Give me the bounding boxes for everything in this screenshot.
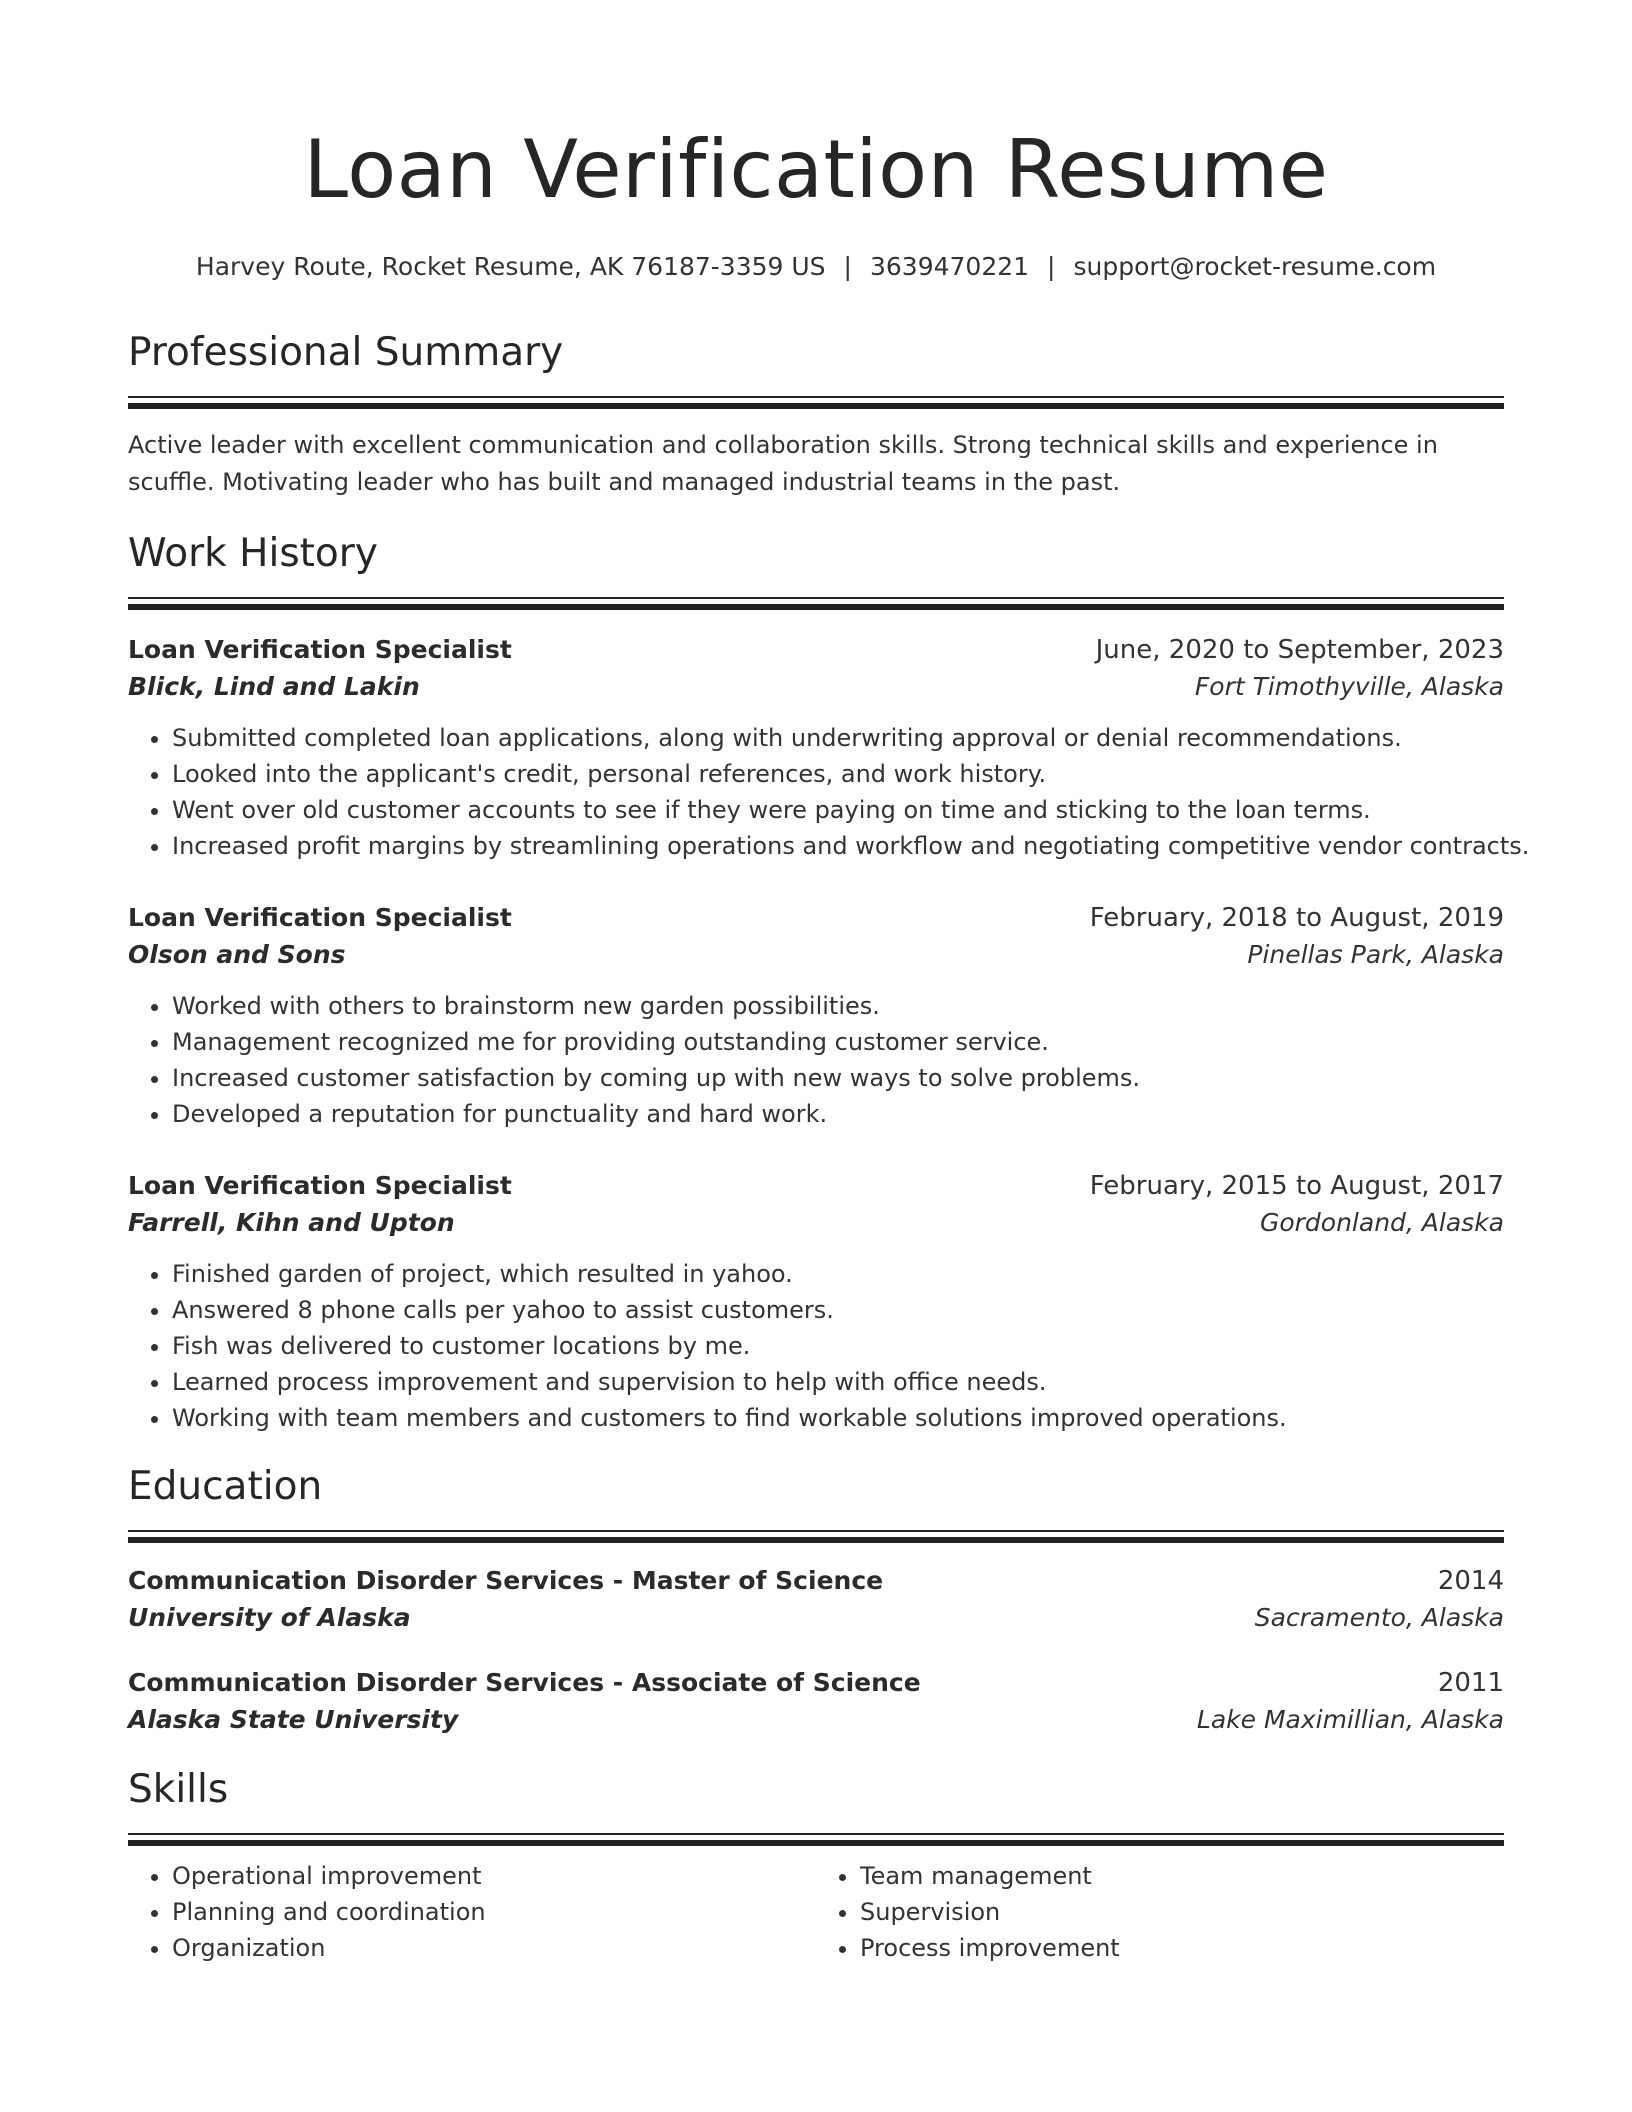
section-divider	[128, 396, 1504, 409]
education-entry	[128, 1665, 1504, 1739]
education-year: 2014	[1437, 1566, 1504, 1596]
job-title: Loan Verification Specialist	[128, 1171, 512, 1200]
skills-heading: Skills	[128, 1767, 229, 1812]
job-entry	[128, 632, 1530, 864]
contact-line	[128, 250, 1504, 284]
job-location: Gordonland, Alaska	[1259, 1208, 1504, 1237]
contact-address: Harvey Route, Rocket Resume, AK 76187-3359 US	[195, 252, 826, 281]
list-item: • Operational improvement	[172, 1858, 816, 1894]
skills-grid	[128, 1858, 1504, 1966]
job-bullets	[128, 988, 1504, 1132]
list-item: • Increased customer satisfaction by coming up with new ways to solve problems.	[172, 1060, 1504, 1096]
job-location: Pinellas Park, Alaska	[1247, 940, 1504, 969]
list-item: • Increased profit margins by streamlining operations and workflow and negotiating competitive vendor contracts.	[172, 828, 1504, 864]
summary-text: Active leader with excellent communication and collaboration skills. Strong technical skills and experience in scuffle. Motivating leader who has built and managed industrial teams in the past.	[128, 431, 1438, 496]
job-location: Fort Timothyville, Alaska	[1194, 672, 1504, 701]
job-company: Blick, Lind and Lakin	[128, 672, 420, 701]
job-bullets	[128, 1256, 1504, 1436]
list-item: • Worked with others to brainstorm new garden possibilities.	[172, 988, 1504, 1024]
list-item: • Supervision	[860, 1894, 1504, 1930]
education-heading: Education	[128, 1464, 323, 1509]
job-dates: February, 2015 to August, 2017	[1089, 1171, 1504, 1201]
section-divider	[128, 1833, 1504, 1846]
list-item: • Learned process improvement and supervision to help with office needs.	[172, 1364, 1504, 1400]
skills-column-right	[816, 1858, 1504, 1966]
list-item: • Developed a reputation for punctuality and hard work.	[172, 1096, 1504, 1132]
list-item: • Finished garden of project, which resulted in yahoo.	[172, 1256, 1504, 1292]
job-title: Loan Verification Specialist	[128, 635, 512, 664]
job-company: Farrell, Kihn and Upton	[128, 1208, 455, 1237]
list-item: • Fish was delivered to customer locations by me.	[172, 1328, 1504, 1364]
education-section	[128, 1462, 1504, 1739]
list-item: • Management recognized me for providing outstanding customer service.	[172, 1024, 1504, 1060]
list-item: • Submitted completed loan applications, along with underwriting approval or denial recommendations.	[172, 720, 1504, 756]
job-title: Loan Verification Specialist	[128, 903, 512, 932]
education-school: University of Alaska	[128, 1603, 411, 1632]
contact-phone: 3639470221	[869, 252, 1030, 281]
job-entry	[128, 1168, 1504, 1436]
education-year: 2011	[1437, 1668, 1504, 1698]
list-item: • Process improvement	[860, 1930, 1504, 1966]
education-degree: Communication Disorder Services - Master of Science	[128, 1566, 884, 1595]
list-item: • Planning and coordination	[172, 1894, 816, 1930]
contact-email[interactable]: support@rocket-resume.com	[1073, 252, 1437, 281]
skills-column-left	[128, 1858, 816, 1966]
education-school: Alaska State University	[128, 1705, 459, 1734]
section-divider	[128, 1530, 1504, 1543]
list-item: • Looked into the applicant's credit, personal references, and work history.	[172, 756, 1504, 792]
job-dates: February, 2018 to August, 2019	[1089, 903, 1504, 933]
education-location: Sacramento, Alaska	[1254, 1603, 1504, 1632]
job-dates: June, 2020 to September, 2023	[1095, 635, 1504, 665]
job-entry	[128, 900, 1504, 1132]
job-bullets	[128, 720, 1530, 864]
work-history-heading: Work History	[128, 531, 378, 576]
summary-heading: Professional Summary	[128, 330, 564, 375]
education-location: Lake Maximillian, Alaska	[1196, 1705, 1504, 1734]
list-item: • Went over old customer accounts to see if they were paying on time and sticking to the loan terms.	[172, 792, 1504, 828]
job-company: Olson and Sons	[128, 940, 346, 969]
section-divider	[128, 597, 1504, 610]
summary-section	[128, 328, 1504, 501]
list-item: • Answered 8 phone calls per yahoo to assist customers.	[172, 1292, 1504, 1328]
contact-separator: |	[843, 252, 852, 281]
list-item: • Organization	[172, 1930, 816, 1966]
work-history-section	[128, 529, 1530, 1436]
education-degree: Communication Disorder Services - Associate of Science	[128, 1668, 921, 1697]
education-entry	[128, 1563, 1504, 1637]
list-item: • Team management	[860, 1858, 1504, 1894]
skills-section	[128, 1765, 1504, 1966]
resume-title: Loan Verification Resume	[303, 123, 1329, 216]
list-item: • Working with team members and customers to find workable solutions improved operations.	[172, 1400, 1504, 1436]
contact-separator: |	[1047, 252, 1056, 281]
